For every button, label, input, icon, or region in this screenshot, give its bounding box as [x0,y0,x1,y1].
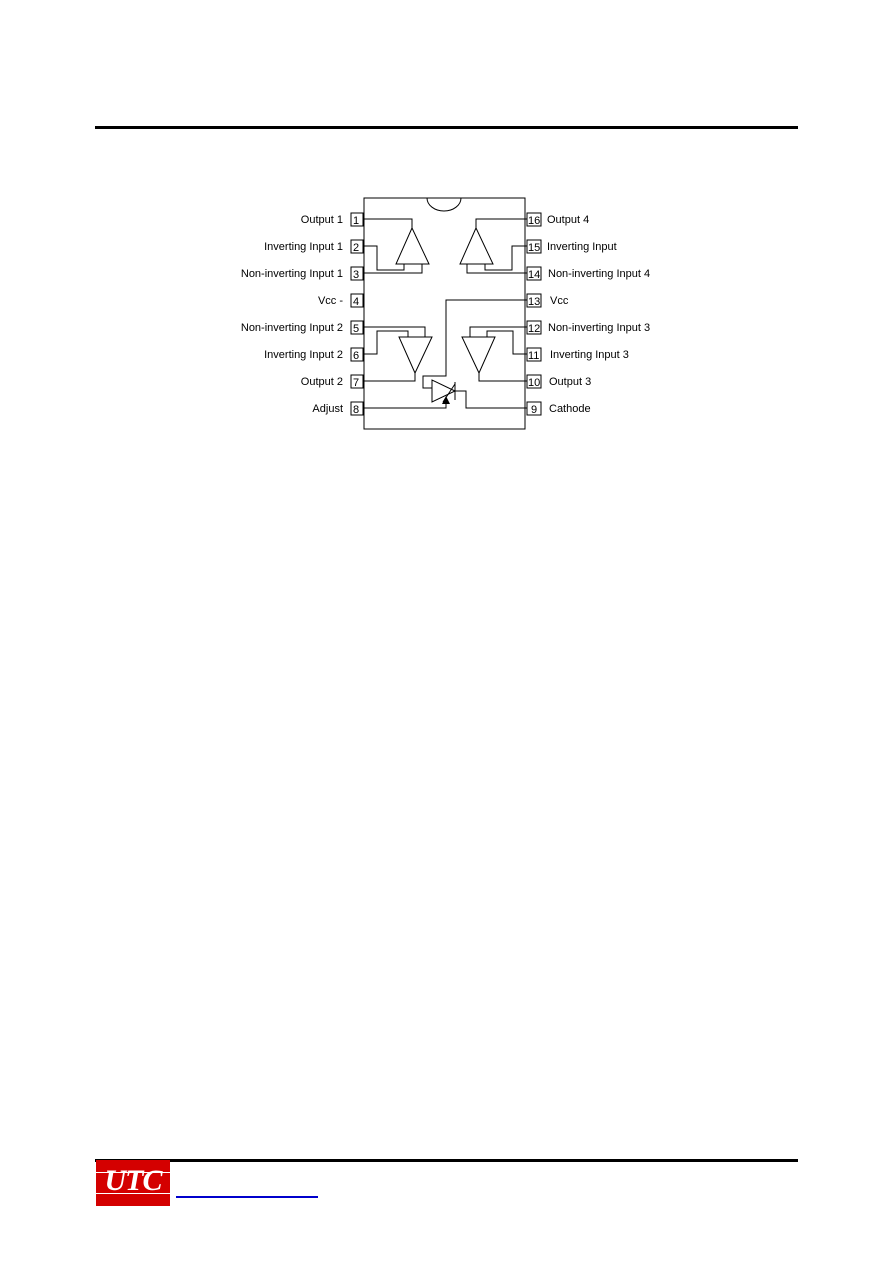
pin-label-9: Cathode [549,403,591,415]
pin-label-4: Vcc - [317,295,343,307]
pin-number-7: 7 [353,377,360,389]
pin-number-5: 5 [353,323,360,335]
pin-label-12: Non-inverting Input 3 [548,322,651,334]
pin-number-6: 6 [353,350,360,362]
shunt-regulator-triangle [432,380,455,402]
pin-label-10: Output 3 [549,376,592,388]
pin-number-14: 14 [528,269,541,281]
pin-number-11: 11 [528,350,540,362]
pin-number-12: 12 [528,323,541,335]
internal-wiring [363,219,527,408]
pin-number-10: 10 [528,377,541,389]
pin-number-8: 8 [353,404,360,416]
footer-rule [95,1159,798,1162]
pin-number-4: 4 [353,296,360,308]
pin-number-16: 16 [528,215,541,227]
pin-label-6: Inverting Input 2 [264,349,343,361]
opamp-2-triangle [399,337,432,373]
opamp-1-triangle [396,228,429,264]
pin-label-5: Non-inverting Input 2 [240,322,343,334]
footer-link[interactable] [176,1196,318,1198]
pin-number-9: 9 [531,404,538,416]
pin-number-1: 1 [353,215,360,227]
pin-number-3: 3 [353,269,360,281]
ic-package-body [364,198,525,429]
pin-label-14: Non-inverting Input 4 [548,268,651,280]
utc-logo-text: UTC [104,1164,162,1197]
pin-number-2: 2 [353,242,360,254]
pin-label-3: Non-inverting Input 1 [240,268,343,280]
pin-label-15: Inverting Input [547,241,617,253]
pin-label-8: Adjust [312,403,343,415]
pin-label-7: Output 2 [300,376,343,388]
package-notch [427,198,461,211]
opamp-4-triangle [460,228,493,264]
pin-label-16: Output 4 [547,214,590,226]
pin-label-2: Inverting Input 1 [264,241,343,253]
pin-label-11: Inverting Input 3 [550,349,629,361]
pin-label-1: Output 1 [300,214,343,226]
utc-logo [96,1160,170,1206]
pin-number-15: 15 [528,242,541,254]
opamp-3-triangle [462,337,495,373]
adjust-arrow-icon [442,396,450,404]
pin-number-13: 13 [528,296,541,308]
pin-label-13: Vcc [550,295,569,307]
